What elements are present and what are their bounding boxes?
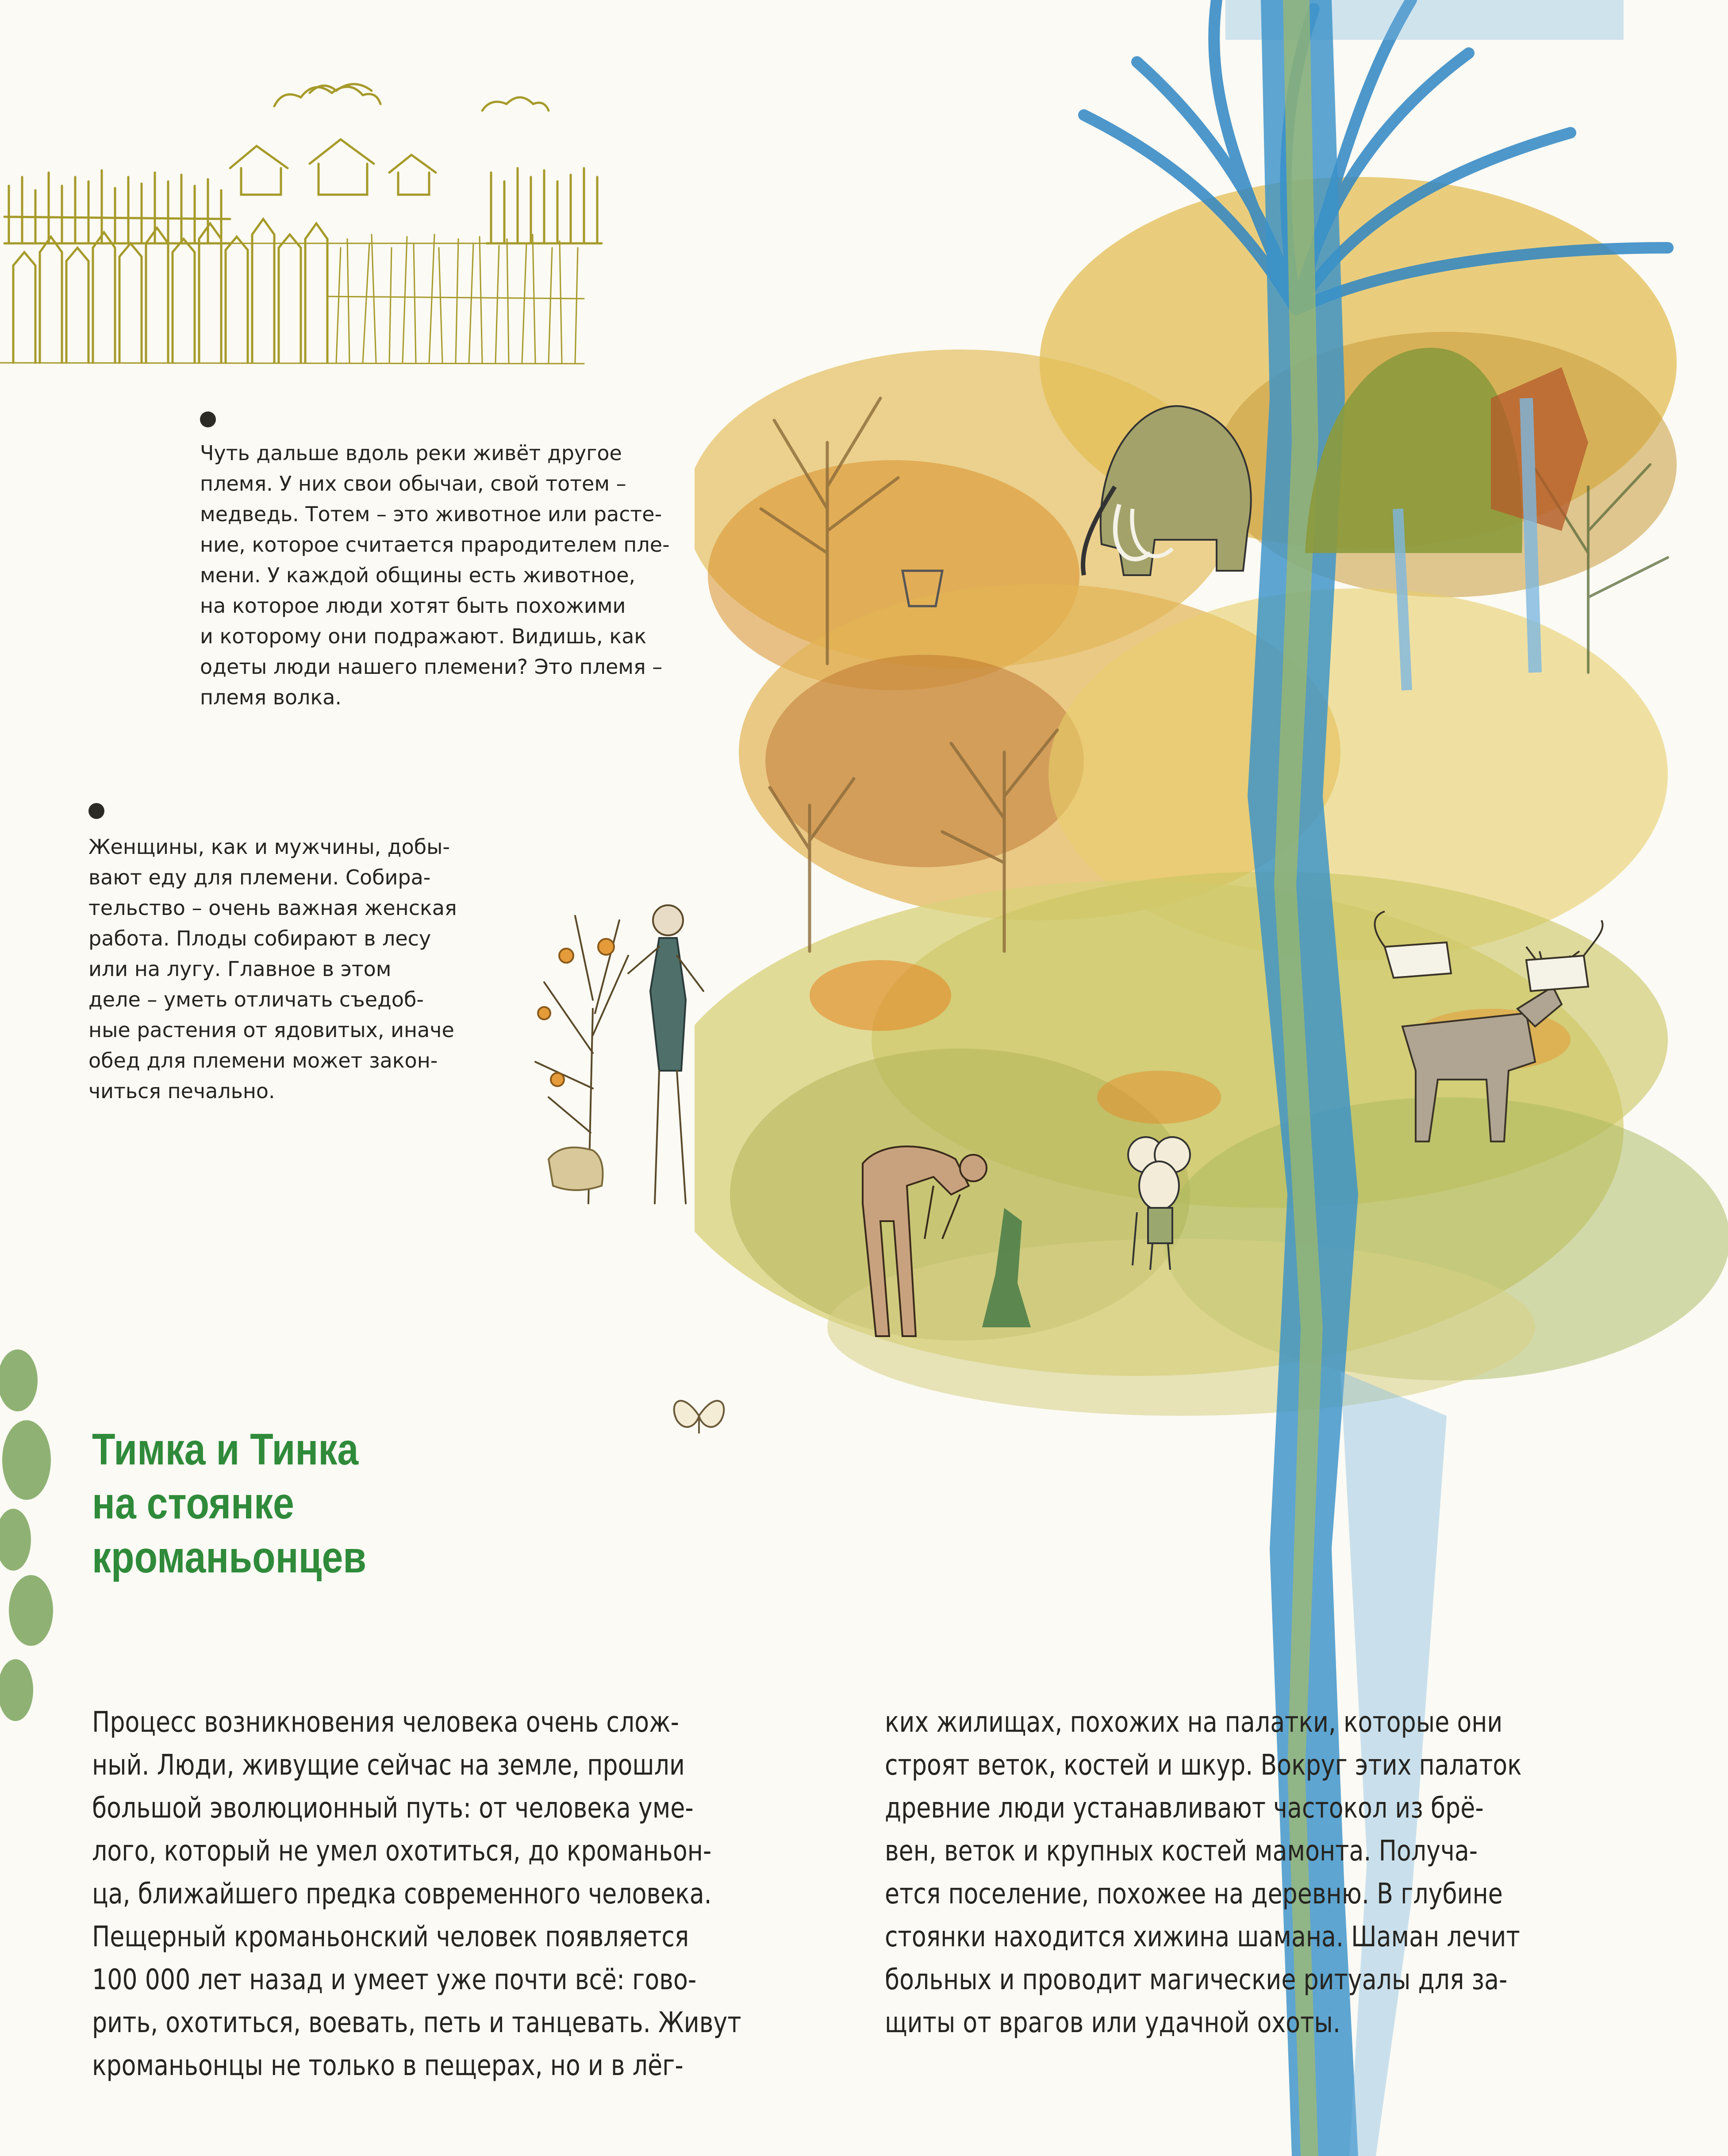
text-line: ные растения от ядовитых, иначе: [88, 1018, 454, 1042]
article-title: [92, 1422, 366, 1584]
text-line: ется поселение, похожее на деревню. В глубине: [885, 1878, 1503, 1910]
text-line: деле – уметь отличать съедоб-: [88, 988, 424, 1011]
text-line: лого, который не умел охотиться, до кроманьон-: [92, 1835, 712, 1868]
text-line: рить, охотиться, воевать, петь и танцевать. Живут: [92, 2006, 741, 2039]
text-line: щиты от врагов или удачной охоты.: [885, 2006, 1340, 2039]
text-line: и которому они подражают. Видишь, как: [200, 624, 647, 648]
text-line: стоянки находится хижина шамана. Шаман лечит: [885, 1921, 1520, 1953]
text-line: Процесс возникновения человека очень слож-: [92, 1706, 679, 1739]
woman-gathering-fruit-illustration: [518, 867, 765, 1221]
text-line: Чуть дальше вдоль реки живёт другое: [200, 441, 622, 465]
text-line: племя волка.: [200, 685, 342, 709]
title-line: кроманьонцев: [92, 1533, 367, 1582]
totem-paragraph: [200, 438, 670, 713]
text-line: ких жилищах, похожих на палатки, которые они: [885, 1706, 1503, 1739]
text-line: Женщины, как и мужчины, добы-: [88, 835, 450, 859]
text-line: на которое люди хотят быть похожими: [200, 594, 626, 618]
bullet-dot: [88, 803, 104, 819]
text-line: обед для племени может закон-: [88, 1049, 438, 1072]
title-line: на стоянке: [92, 1479, 294, 1528]
title-line: Тимка и Тинка: [92, 1425, 359, 1474]
grass-sketch-decoration: [0, 1327, 71, 1770]
text-line: мени. У каждой общины есть животное,: [200, 563, 636, 587]
text-line: вен, веток и крупных костей мамонта. Получа-: [885, 1835, 1478, 1868]
text-line: одеты люди нашего племени? Это племя –: [200, 655, 663, 679]
text-line: древние люди устанавливают частокол из брё-: [885, 1792, 1484, 1825]
text-line: большой эволюционный путь: от человека уме-: [92, 1792, 694, 1825]
text-line: медведь. Тотем – это животное или расте-: [200, 502, 662, 526]
text-line: работа. Плоды собирают в лесу: [88, 926, 431, 950]
butterfly-icon: [664, 1376, 734, 1438]
text-line: ца, ближайшего предка современного человека.: [92, 1878, 712, 1910]
bullet-dot: [200, 411, 216, 427]
body-column-left: [92, 1701, 741, 2087]
palisade-sketch-illustration: [0, 66, 708, 376]
text-line: тельство – очень важная женская: [88, 896, 457, 920]
text-line: читься печально.: [88, 1079, 275, 1103]
text-line: вают еду для племени. Собира-: [88, 865, 431, 889]
text-line: Пещерный кроманьонский человек появляется: [92, 1921, 689, 1953]
text-line: ный. Люди, живущие сейчас на земле, прошли: [92, 1749, 685, 1782]
text-line: кроманьонцы не только в пещерах, но и в лёг-: [92, 2049, 684, 2082]
text-line: или на лугу. Главное в этом: [88, 957, 392, 981]
text-line: 100 000 лет назад и умеет уже почти всё: гово-: [92, 1964, 697, 1996]
body-column-right: [885, 1701, 1522, 2045]
women-gathering-paragraph: [88, 832, 457, 1107]
text-line: ние, которое считается прародителем пле-: [200, 533, 670, 557]
text-line: строят веток, костей и шкур. Вокруг этих палаток: [885, 1749, 1522, 1782]
text-line: больных и проводит магические ритуалы для за-: [885, 1964, 1508, 1996]
text-line: племя. У них свои обычаи, свой тотем –: [200, 472, 626, 496]
